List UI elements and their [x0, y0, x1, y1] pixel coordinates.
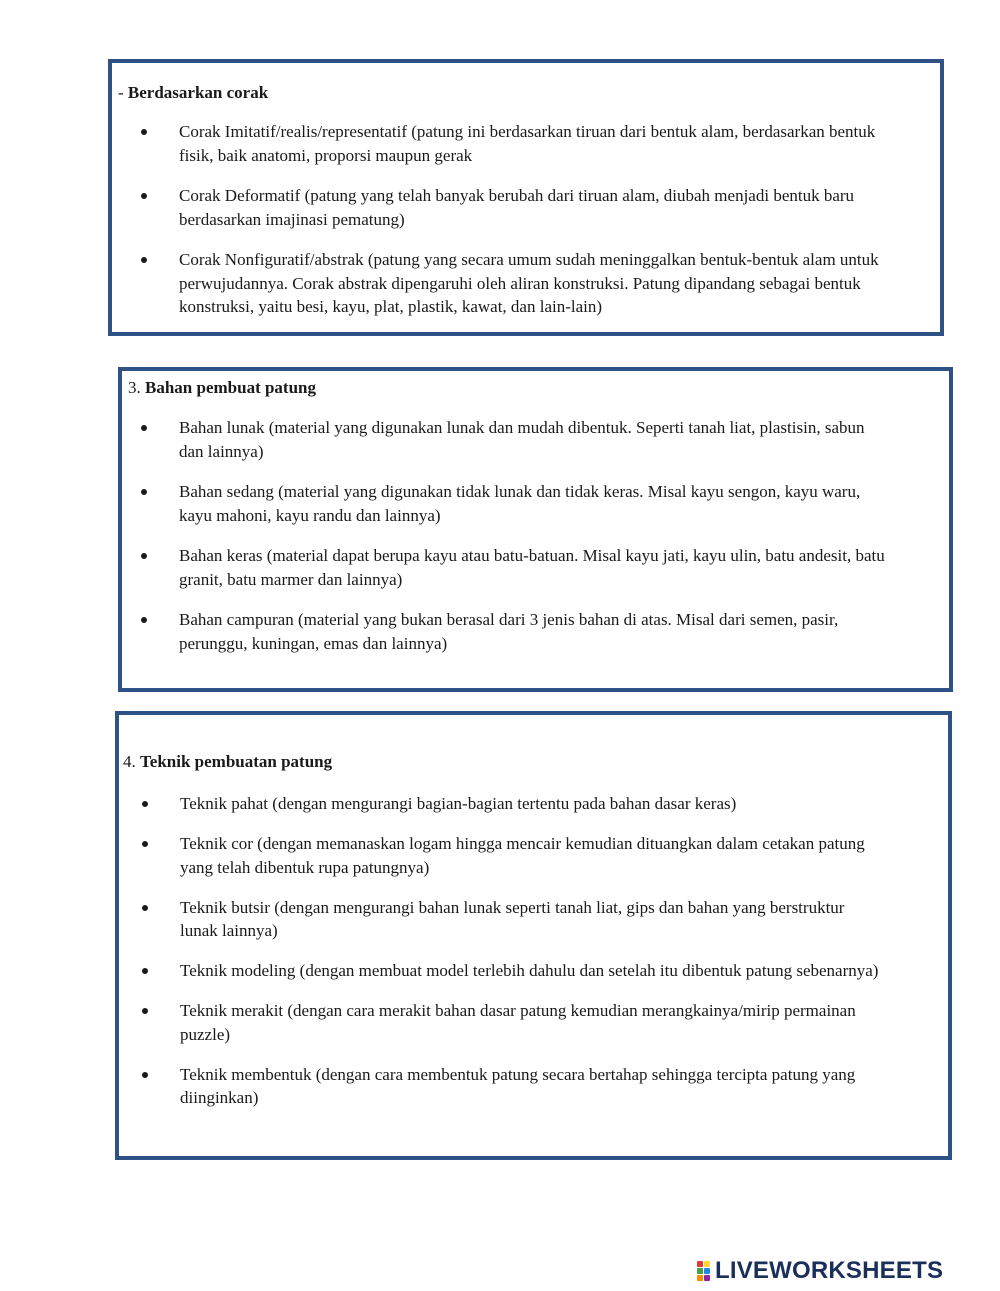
logo-square — [697, 1261, 703, 1267]
list-item: Teknik cor (dengan memanaskan logam hingga mencair kemudian dituangkan dalam cetakan patung yang telah dibentuk rupa patungnya) — [166, 832, 886, 879]
section-heading — [128, 377, 316, 399]
logo-square — [704, 1275, 710, 1281]
heading-title: Bahan pembuat patung — [145, 378, 317, 397]
list-item: Bahan sedang (material yang digunakan tidak lunak dan tidak keras. Misal kayu sengon, kayu waru, kayu mahoni, kayu randu dan lainnya) — [165, 480, 885, 527]
heading-title: Teknik pembuatan patung — [140, 752, 333, 771]
logo-square — [704, 1268, 710, 1274]
logo-square — [697, 1268, 703, 1274]
list-item: Bahan lunak (material yang digunakan lunak dan mudah dibentuk. Seperti tanah liat, plastisin, sabun dan lainnya) — [165, 416, 885, 463]
bullet-list — [165, 120, 885, 336]
section-heading — [118, 82, 268, 104]
heading-prefix: 3. — [128, 378, 145, 397]
heading-title: Berdasarkan corak — [127, 83, 269, 102]
list-item: Bahan keras (material dapat berupa kayu atau batu-batuan. Misal kayu jati, kayu ulin, batu andesit, batu granit, batu marmer dan lainnya) — [165, 544, 885, 591]
list-item: Corak Deformatif (patung yang telah banyak berubah dari tiruan alam, diubah menjadi bentuk baru berdasarkan imajinasi pematung) — [165, 184, 885, 231]
bullet-list — [165, 416, 885, 672]
list-item: Corak Nonfiguratif/abstrak (patung yang secara umum sudah meninggalkan bentuk-bentuk alam untuk perwujudannya. Corak abstrak dipengaruhi oleh aliran konstruksi. Patung dipandang sebagai bentuk konstruksi, yaitu besi, kayu, plat, plastik, kawat, dan lain-lain) — [165, 248, 885, 319]
liveworksheets-logo[interactable] — [697, 1257, 943, 1285]
bullet-list — [166, 792, 886, 1126]
logo-square — [704, 1261, 710, 1267]
list-item: Bahan campuran (material yang bukan berasal dari 3 jenis bahan di atas. Misal dari semen, pasir, perunggu, kuningan, emas dan lainnya) — [165, 608, 885, 655]
list-item: Teknik pahat (dengan mengurangi bagian-bagian tertentu pada bahan dasar keras) — [166, 792, 886, 816]
logo-text: LIVEWORKSHEETS — [715, 1257, 944, 1284]
section-teknik-box — [115, 711, 952, 1160]
liveworksheets-logo-icon — [697, 1261, 710, 1281]
heading-prefix: 4. — [123, 752, 140, 771]
heading-prefix: - — [118, 83, 128, 102]
section-bahan-box — [118, 367, 953, 692]
list-item: Teknik butsir (dengan mengurangi bahan lunak seperti tanah liat, gips dan bahan yang berstruktur lunak lainnya) — [166, 896, 886, 943]
section-corak-box — [108, 59, 944, 336]
list-item: Teknik membentuk (dengan cara membentuk patung secara bertahap sehingga tercipta patung yang diinginkan) — [166, 1063, 886, 1110]
list-item: Teknik modeling (dengan membuat model terlebih dahulu dan setelah itu dibentuk patung sebenarnya) — [166, 959, 886, 983]
section-heading — [123, 751, 332, 773]
list-item: Corak Imitatif/realis/representatif (patung ini berdasarkan tiruan dari bentuk alam, berdasarkan bentuk fisik, baik anatomi, proporsi maupun gerak — [165, 120, 885, 167]
list-item: Teknik merakit (dengan cara merakit bahan dasar patung kemudian merangkainya/mirip permainan puzzle) — [166, 999, 886, 1046]
logo-square — [697, 1275, 703, 1281]
